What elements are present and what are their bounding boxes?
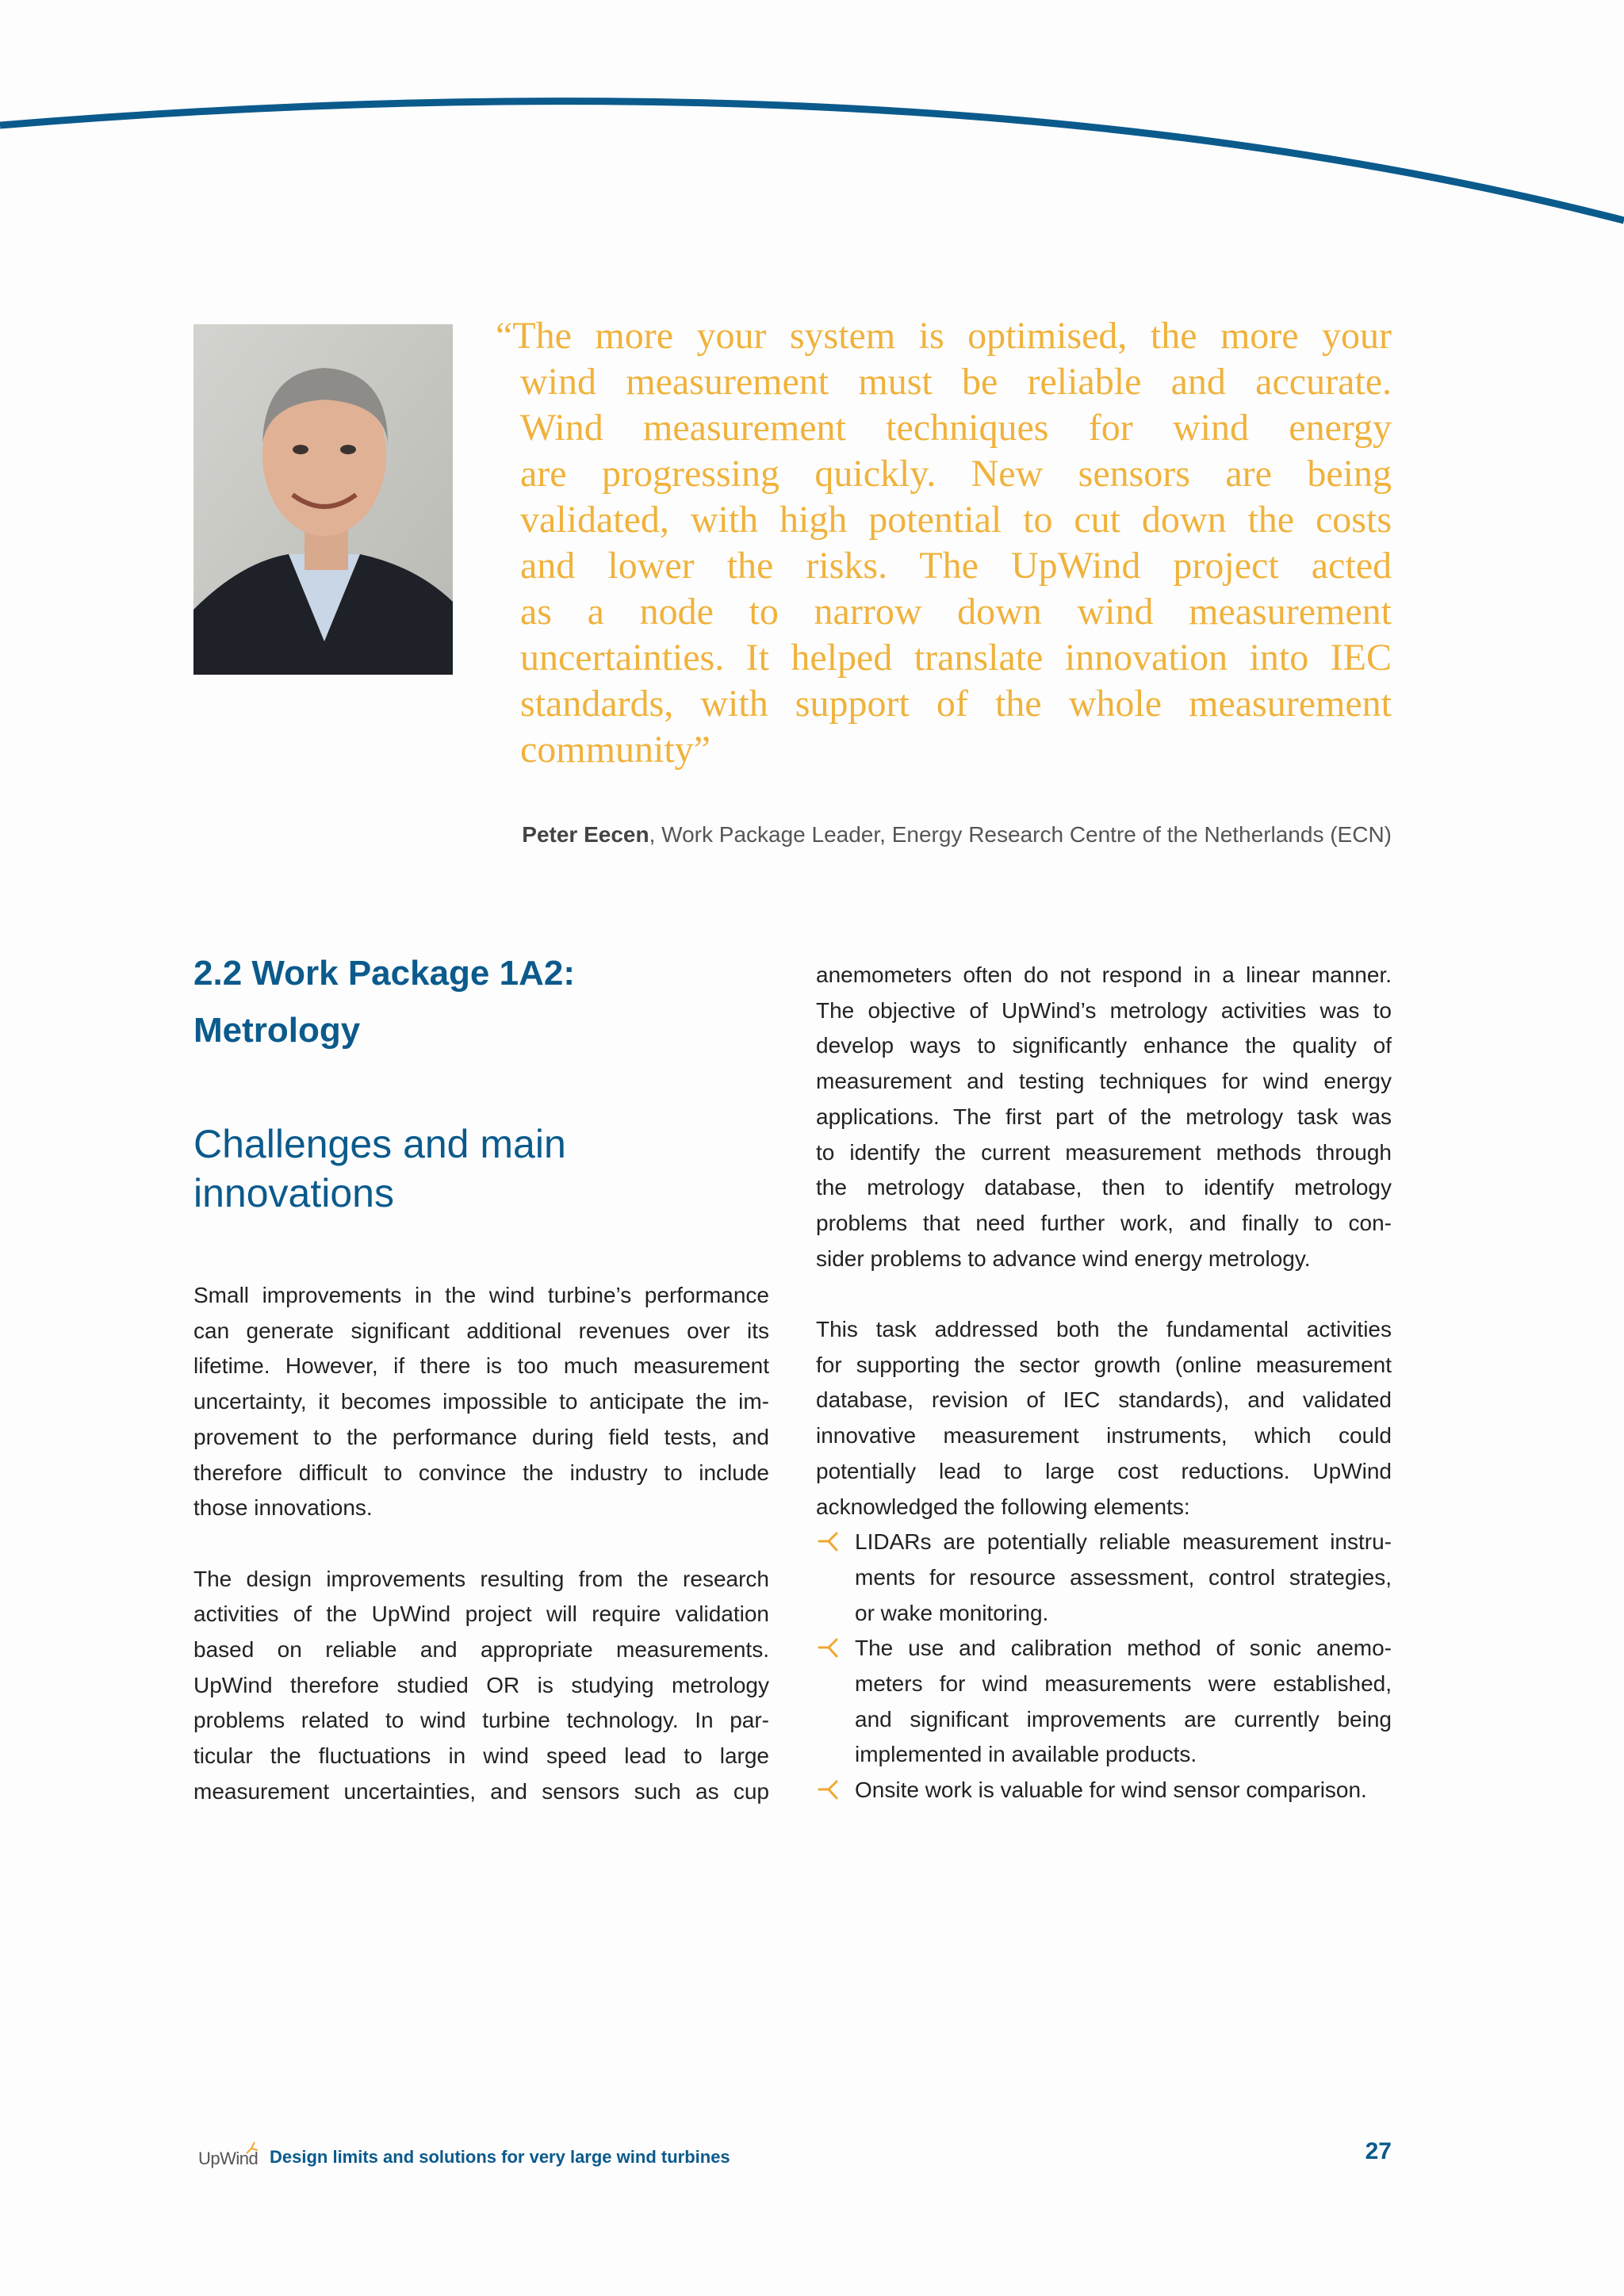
text-line: therefore difficult to convince the industry to include [193, 1460, 769, 1485]
right-column [816, 958, 1392, 1808]
text-line: for supporting the sector growth (online measurement [816, 1352, 1392, 1377]
section-subtitle-line: innovations [193, 1171, 394, 1215]
paragraph [816, 1312, 1392, 1525]
section-subtitle-line: Challenges and main [193, 1122, 566, 1166]
footer-title: Design limits and solutions for very large wind turbines [270, 2147, 730, 2167]
text-line: implemented in available products. [855, 1742, 1197, 1767]
attribution-role: , Work Package Leader, Energy Research Centre of the Netherlands (ECN) [649, 822, 1392, 847]
text-line: lifetime. However, if there is too much measurement [193, 1353, 769, 1379]
pull-quote [496, 313, 1392, 773]
portrait-photo [193, 324, 453, 675]
section-title [193, 945, 764, 1059]
footer-logo-text: UpWind [198, 2149, 259, 2168]
bullet-item [816, 1773, 1392, 1808]
quote-line: standards, with support of the whole measurement [520, 683, 1392, 725]
paragraph [816, 958, 1392, 1276]
section-subtitle [193, 1119, 764, 1218]
text-line: applications. The first part of the metrology task was [816, 1104, 1392, 1129]
text-line: develop ways to significantly enhance the quality of [816, 1033, 1392, 1058]
text-line: measurement uncertainties, and sensors such as cup [193, 1778, 769, 1804]
text-line: problems related to wind turbine technology. In par- [193, 1708, 769, 1733]
text-line: can generate significant additional revenues over its [193, 1318, 769, 1343]
text-line: innovative measurement instruments, which could [816, 1423, 1392, 1448]
text-line: ments for resource assessment, control strategies, [855, 1564, 1392, 1590]
text-line: meters for wind measurements were established, [855, 1671, 1392, 1697]
quote-line: “The more your system is optimised, the more your [496, 315, 1392, 357]
text-line: The use and calibration method of sonic anemo- [855, 1636, 1392, 1661]
wind-turbine-icon [816, 1529, 840, 1553]
text-line: measurement and testing techniques for wind energy [816, 1069, 1392, 1094]
paragraph [193, 1562, 769, 1810]
text-line: problems that need further work, and finally to con- [816, 1210, 1392, 1235]
text-line: Onsite work is valuable for wind sensor comparison. [855, 1777, 1367, 1803]
wind-turbine-icon [816, 1636, 840, 1659]
quote-line: community” [520, 729, 710, 771]
attribution-name: Peter Eecen [522, 822, 649, 847]
quote-line: validated, with high potential to cut down the costs [520, 499, 1392, 541]
wind-turbine-icon [816, 1777, 840, 1801]
text-line: sider problems to advance wind energy metrology. [816, 1246, 1311, 1271]
quote-attribution [444, 819, 1392, 851]
quote-line: uncertainties. It helped translate innovation into IEC [520, 637, 1392, 679]
text-line: based on reliable and appropriate measurements. [193, 1637, 769, 1663]
text-line: uncertainty, it becomes impossible to anticipate the im- [193, 1389, 769, 1414]
text-line: potentially lead to large cost reductions. UpWind [816, 1458, 1392, 1483]
text-line: or wake monitoring. [855, 1600, 1049, 1625]
text-line: UpWind therefore studied OR is studying metrology [193, 1672, 769, 1697]
text-line: activities of the UpWind project will require validation [193, 1601, 769, 1627]
text-line: to identify the current measurement methods through [816, 1139, 1392, 1165]
text-line: provement to the performance during field tests, and [193, 1424, 769, 1449]
text-line: The design improvements resulting from the research [193, 1566, 769, 1591]
text-line: LIDARs are potentially reliable measurement instru- [855, 1529, 1392, 1555]
text-line: ticular the fluctuations in wind speed lead to large [193, 1743, 769, 1769]
text-line: those innovations. [193, 1495, 373, 1521]
text-line: anemometers often do not respond in a linear manner. [816, 962, 1392, 987]
bullet-item [816, 1631, 1392, 1773]
paragraph [193, 1278, 769, 1526]
text-line: acknowledged the following elements: [816, 1494, 1190, 1519]
text-line: the metrology database, then to identify metrology [816, 1175, 1392, 1200]
text-line: Small improvements in the wind turbine’s performance [193, 1283, 769, 1307]
section-title-line: Metrology [193, 1011, 361, 1050]
left-column [193, 1278, 769, 1810]
quote-line: are progressing quickly. New sensors are being [520, 453, 1392, 495]
page-number: 27 [1365, 2138, 1392, 2164]
bullet-item [816, 1525, 1392, 1631]
quote-line: wind measurement must be reliable and accurate. [520, 361, 1392, 403]
text-line: The objective of UpWind’s metrology activities was to [816, 997, 1392, 1023]
section-title-line: 2.2 Work Package 1A2: [193, 954, 575, 993]
quote-line: as a node to narrow down wind measurement [520, 591, 1392, 633]
text-line: database, revision of IEC standards), and validated [816, 1387, 1392, 1413]
text-line: This task addressed both the fundamental activities [816, 1317, 1392, 1342]
quote-line: and lower the risks. The UpWind project acted [520, 545, 1392, 587]
header-arc [0, 0, 1624, 238]
quote-line: Wind measurement techniques for wind energy [520, 407, 1392, 449]
text-line: and significant improvements are currently being [855, 1706, 1392, 1732]
